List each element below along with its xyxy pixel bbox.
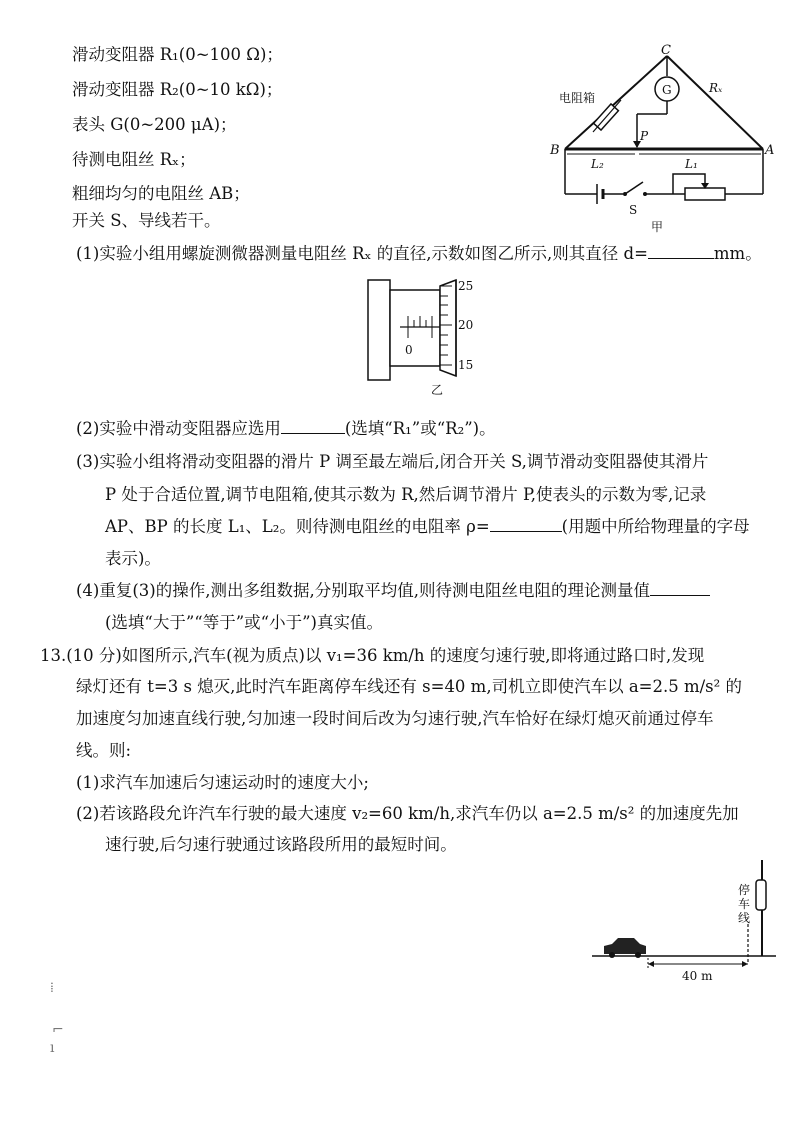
q12-part4-line2: (选填“大于”“等于”或“小于”)真实值。 [105,613,383,632]
scan-mark-3: ı [50,1040,55,1056]
q13-part1: (1)求汽车加速后匀速运动时的速度大小; [76,773,369,792]
micrometer-figure [360,272,520,397]
q12-part3-line2: P 处于合适位置,调节电阻箱,使其示数为 R,然后调节滑片 P,使表头的示数为零,记录 [105,485,707,504]
material-r1: 滑动变阻器 R₁(0~100 Ω)； [72,45,283,64]
car-icon [604,938,646,958]
label-l1: L₁ [685,157,698,171]
tick-15: 15 [458,358,474,372]
distance-label: 40 m [682,969,713,983]
rheostat [685,188,725,200]
label-b: B [550,143,560,158]
label-l2: L₂ [591,157,604,171]
answer-blank-d[interactable] [648,244,714,259]
switch-s [625,182,643,194]
circuit-diagram [545,44,775,234]
label-a: A [765,143,775,158]
label-rx: Rₓ [709,81,723,95]
material-ab: 粗细均匀的电阻丝 AB； [72,184,250,203]
label-resistor-box: 电阻箱 [559,91,596,105]
answer-blank-compare[interactable] [650,581,710,596]
tick-0: 0 [405,343,413,357]
traffic-light-icon [756,880,766,910]
tick-20: 20 [458,318,474,332]
q13-line3: 加速度匀加速直线行驶,匀加速一段时间后改为匀速行驶,汽车恰好在绿灯熄灭前通过停车 [76,709,714,728]
q12-part2: (2)实验中滑动变阻器应选用 (选填“R₁”或“R₂”)。 [76,419,496,438]
q13-part2-line2: 速行驶,后匀速行驶通过该路段所用的最短时间。 [105,835,457,854]
answer-blank-rho[interactable] [490,517,562,532]
label-s: S [629,203,638,217]
q12-part4-line1: (4)重复(3)的操作,测出多组数据,分别取平均值,则待测电阻丝电阻的理论测量值 [76,580,710,602]
q12-part1: (1)实验小组用螺旋测微器测量电阻丝 Rₓ 的直径,示数如图乙所示,则其直径 d= mm。 [76,244,762,263]
q12-part3-line1: (3)实验小组将滑动变阻器的滑片 P 调至最左端后,闭合开关 S,调节滑动变阻器使其滑片 [76,452,709,471]
material-rx: 待测电阻丝 Rₓ； [72,150,196,169]
material-switch: 开关 S、导线若干。 [72,211,221,230]
q13-line2: 绿灯还有 t=3 s 熄灭,此时汽车距离停车线还有 s=40 m,司机立即使汽车以 a=2.5 m/s² 的 [76,677,742,696]
label-p: P [640,129,649,143]
label-c: C [661,44,671,58]
caption-jia: 甲 [651,220,664,234]
q12-part3-line4: 表示)。 [105,549,161,568]
answer-blank-rheostat[interactable] [281,419,345,434]
q13-part2-line1: (2)若该路段允许汽车行驶的最大速度 v₂=60 km/h,求汽车仍以 a=2.5 m/s² 的加速度先加 [76,804,739,823]
material-r2: 滑动变阻器 R₂(0~10 kΩ)； [72,80,283,99]
wire-ca [667,56,763,149]
stop-line-label: 停车线 [738,883,751,925]
q13-line4: 线。则: [76,741,132,760]
label-g: G [662,83,672,97]
material-meter: 表头 G(0~200 μA)； [72,115,237,134]
scan-mark-2: ⌐ [52,1022,64,1038]
tick-25: 25 [458,279,474,293]
q12-part3-line3: AP、BP 的长度 L₁、L₂。则待测电阻丝的电阻率 ρ= (用题中所给物理量的字母 [105,517,750,536]
scan-mark-1: ⁞ [50,980,54,996]
road-figure [590,858,780,988]
resistor-box-arrow [593,100,621,132]
q13-line1: 13.(10 分)如图所示,汽车(视为质点)以 v₁=36 km/h 的速度匀速行驶,即将通过路口时,发现 [40,646,705,665]
caption-yi: 乙 [431,383,444,397]
